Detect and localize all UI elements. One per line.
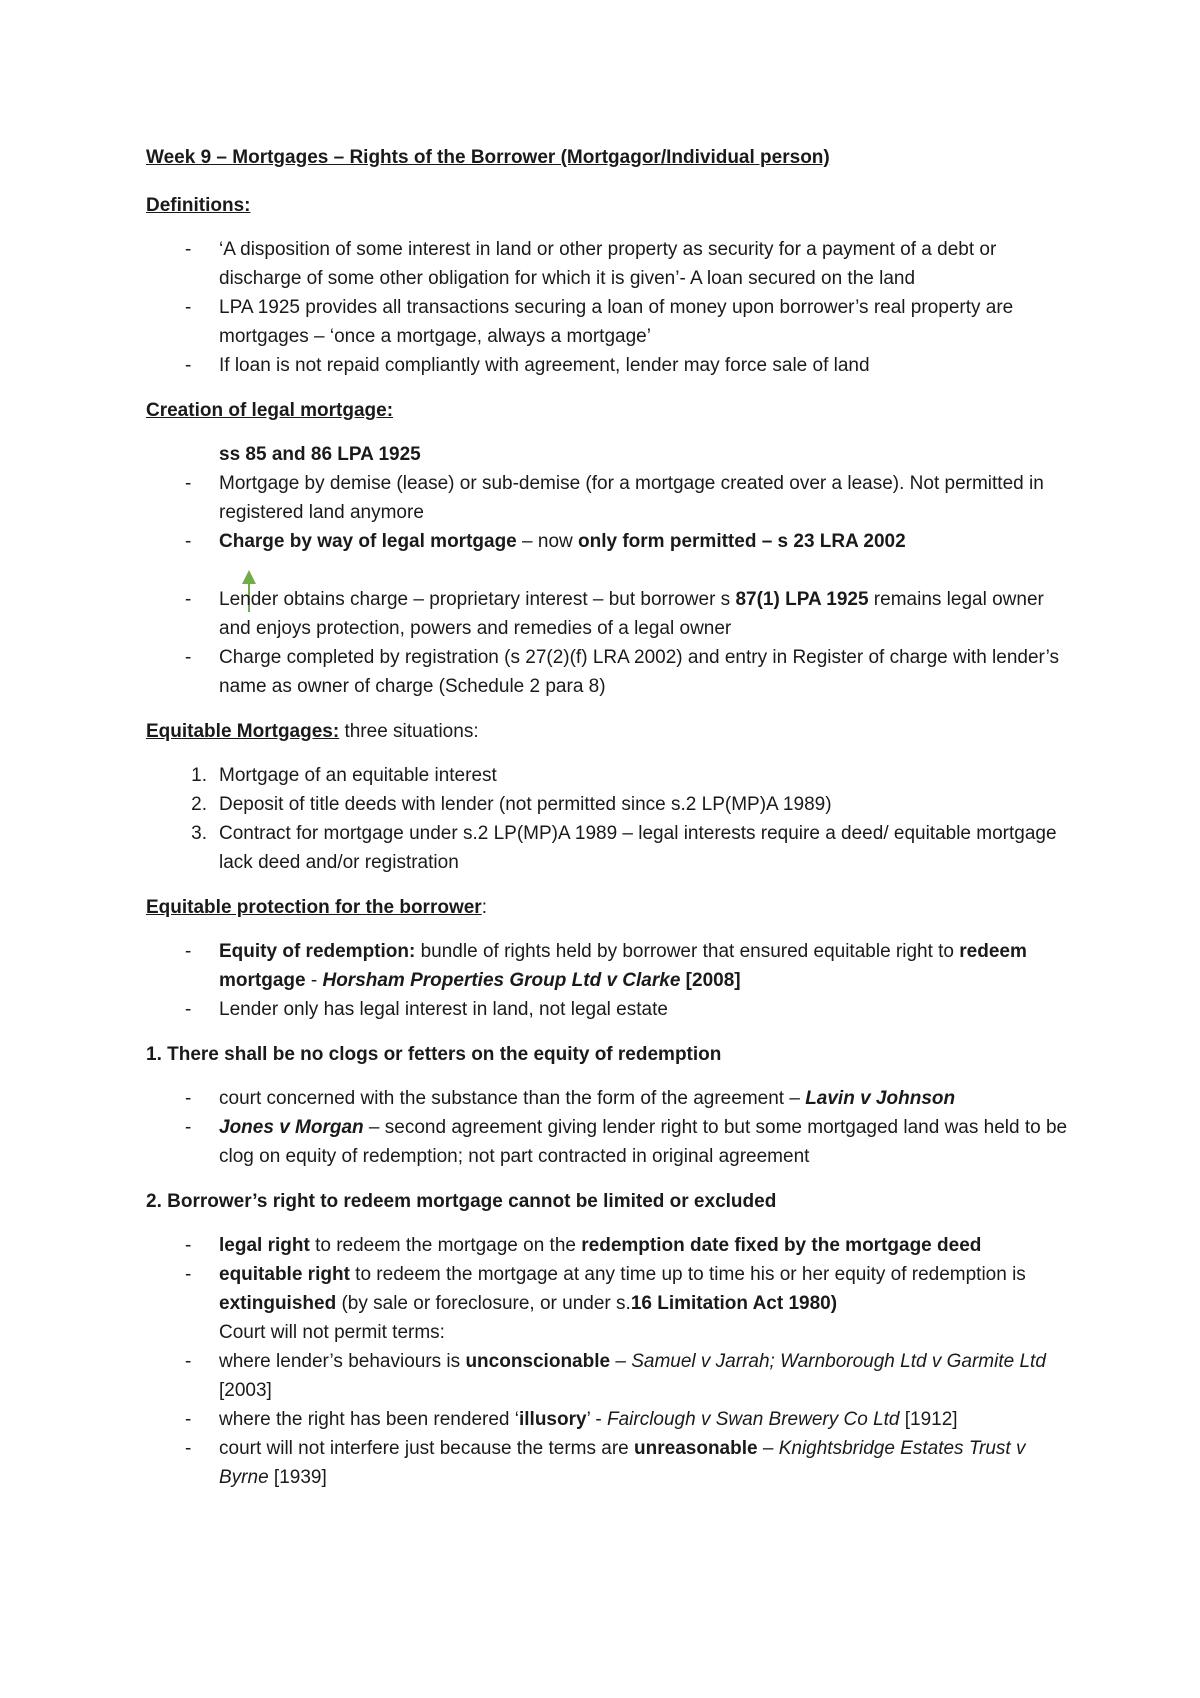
list-item: - Jones v Morgan – second agreement giving lender right to but some mortgaged land was held to be clog on equity of redemption; not part contracted in original agreement — [185, 1117, 1068, 1167]
list-item: - Equity of redemption: bundle of rights held by borrower that ensured equitable right to redeem mortgage - Horsham Properties Group Ltd v Clarke [2008] — [185, 941, 1027, 991]
list-item: - Mortgage by demise (lease) or sub-demise (for a mortgage created over a lease). Not permitted in registered land anymore — [185, 473, 1044, 523]
document-body — [146, 143, 1076, 1508]
list-item: 3. Contract for mortgage under s.2 LP(MP)A 1989 – legal interests require a deed/ equitable mortgage lack deed and/or registration — [191, 823, 1057, 873]
list-item: - Charge by way of legal mortgage – now only form permitted – s 23 LRA 2002 — [185, 531, 906, 552]
list-item: - equitable right to redeem the mortgage at any time up to time his or her equity of redemption is extinguished (by sale or foreclosure, or under s.16 Limitation Act 1980) — [185, 1264, 1026, 1314]
creation-heading: Creation of legal mortgage: — [146, 400, 394, 421]
section1-list — [146, 1084, 1076, 1171]
definitions-heading: Definitions: — [146, 195, 251, 216]
list-item: 1. Mortgage of an equitable interest — [191, 765, 497, 786]
page-title: Week 9 – Mortgages – Rights of the Borrower (Mortgagor/Individual person) — [146, 147, 830, 168]
definitions-list — [146, 235, 1076, 380]
list-item: - where lender’s behaviours is unconscionable – Samuel v Jarrah; Warnborough Ltd v Garmite Ltd [2003] — [185, 1351, 1046, 1401]
creation-list — [146, 469, 1076, 701]
section2-list — [146, 1231, 1076, 1492]
section2-heading: 2. Borrower’s right to redeem mortgage cannot be limited or excluded — [146, 1191, 777, 1212]
list-item: - If loan is not repaid compliantly with agreement, lender may force sale of land — [185, 355, 870, 376]
section1-heading: 1. There shall be no clogs or fetters on the equity of redemption — [146, 1044, 722, 1065]
list-item: - court concerned with the substance than the form of the agreement – Lavin v Johnson — [185, 1088, 956, 1109]
protection-heading: Equitable protection for the borrower: — [146, 897, 487, 918]
list-item: - court will not interfere just because the terms are unreasonable – Knightsbridge Estates Trust v Byrne [1939] — [185, 1438, 1026, 1488]
list-item: 2. Deposit of title deeds with lender (not permitted since s.2 LP(MP)A 1989) — [191, 794, 832, 815]
creation-statute: ss 85 and 86 LPA 1925 — [219, 444, 421, 465]
list-item: - where the right has been rendered ‘illusory’ - Fairclough v Swan Brewery Co Ltd [1912] — [185, 1409, 958, 1430]
list-item: - Lender only has legal interest in land, not legal estate — [185, 999, 668, 1020]
list-item: - Charge completed by registration (s 27(2)(f) LRA 2002) and entry in Register of charge with lender’s name as owner of charge (Schedule 2 para 8) — [185, 647, 1059, 697]
protection-list — [146, 937, 1076, 1024]
list-item: - LPA 1925 provides all transactions securing a loan of money upon borrower’s real property are mortgages – ‘once a mortgage, always a mortgage’ — [185, 297, 1014, 347]
equitable-heading: Equitable Mortgages: three situations: — [146, 721, 479, 742]
list-item: - ‘A disposition of some interest in land or other property as security for a payment of a debt or discharge of some other obligation for which it is given’- A loan secured on the land — [185, 239, 997, 289]
list-item: - Lender obtains charge – proprietary interest – but borrower s 87(1) LPA 1925 remains legal owner and enjoys protection, powers and remedies of a legal owner — [185, 589, 1044, 639]
equitable-list — [146, 761, 1076, 877]
list-item: - legal right to redeem the mortgage on the redemption date fixed by the mortgage deed — [185, 1235, 982, 1256]
court-note: Court will not permit terms: — [219, 1322, 445, 1343]
